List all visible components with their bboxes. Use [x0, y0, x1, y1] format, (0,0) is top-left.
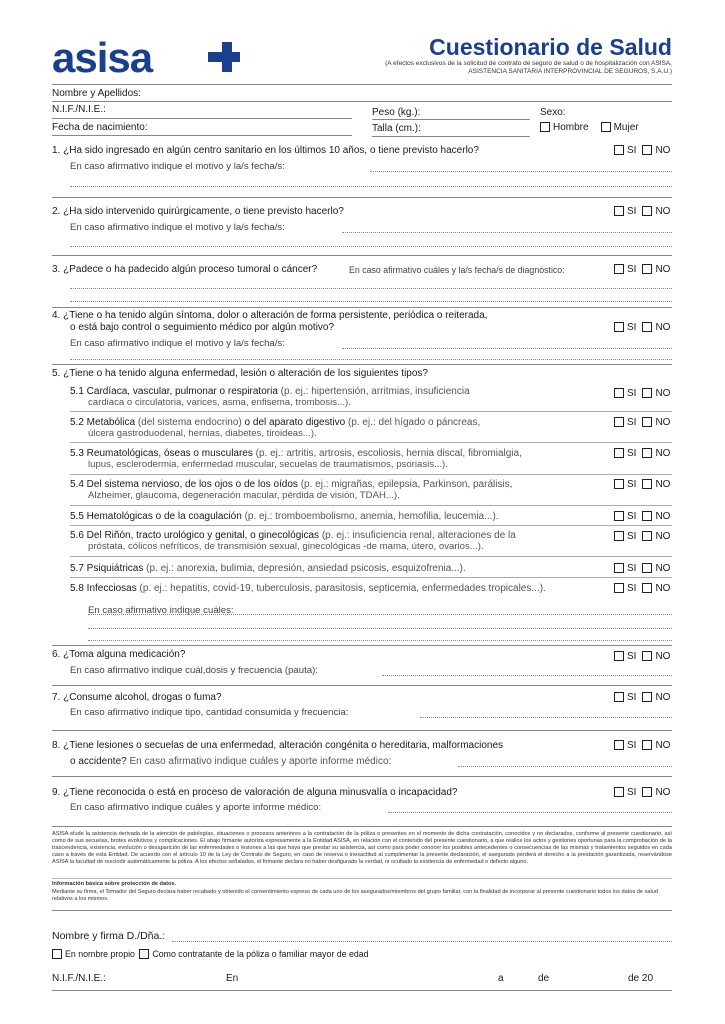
q5-3-text: 5.3 Reumatológicas, óseas o musculares (p. ej.: artritis, artrosis, escoliosis, hernia discal, fibromialgia,: [70, 448, 522, 459]
q5-6-yes-checkbox[interactable]: [614, 531, 624, 541]
q5-6-text: 5.6 Del Riñón, tracto urológico y genital, o ginecológicas (p. ej.: insuficiencia renal, alteraciones de la: [70, 530, 516, 541]
q5-8-text: 5.8 Infecciosas (p. ej.: hepatitis, covid-19, tuberculosis, parasitosis, septicemia, enfermedades tropicales...).: [70, 583, 546, 594]
signature-name-label: Nombre y firma D./Dña.:: [52, 930, 166, 942]
birth-label: Fecha de nacimiento:: [52, 122, 148, 133]
q5-7-text: 5.7 Psiquiátricas (p. ej.: anorexia, bulimia, depresión, ansiedad psicosis, esquizofrenia...).: [70, 563, 466, 574]
male-label: Hombre: [553, 122, 589, 133]
female-checkbox[interactable]: [601, 122, 611, 132]
q6-detail: En caso afirmativo indique cuál,dosis y frecuencia (pauta):: [70, 665, 318, 676]
q4-yes-checkbox[interactable]: [614, 322, 624, 332]
q5-5-text: 5.5 Hematológicas o de la coagulación (p. ej.: tromboembolismo, anemia, hemofilia, leucemia...).: [70, 511, 499, 522]
q1-detail: En caso afirmativo indique el motivo y la/s fecha/s:: [70, 161, 285, 172]
question-4-line-2: o está bajo control o seguimiento médico por algún motivo?: [70, 322, 335, 333]
q5-answer-line[interactable]: [88, 614, 672, 615]
yes-label: SI: [627, 322, 637, 333]
form-subtitle: (A efectos exclusivos de la solicitud de contrato de seguro de salud o de hospitalización con ASISA, ASISTENCIA SANITARIA INTERPROVINCIAL DE SEGUROS, S.A.U.): [385, 60, 672, 75]
yes-label: SI: [627, 145, 637, 156]
data-protection-title: Información básica sobre protección de datos.: [52, 881, 177, 887]
no-label: NO: [655, 322, 671, 333]
asisa-logo: [52, 38, 242, 78]
q5-4-examples: Alzheimer, glaucoma, degeneración macular, pérdida de visión, TDAH...).: [88, 490, 400, 501]
data-protection-text: Mediante su firma, el Tomador del Seguro declara haber recabado y obtenido el consentimiento expreso de cada uno de los asegurados/miembros del grupo familiar, con la finalidad de incorporar al presente cuestionario todos los datos de salud relativos a los mismos.: [52, 889, 658, 902]
q2-answer-line-2[interactable]: [70, 246, 672, 247]
yes-label: SI: [627, 563, 637, 574]
q1-yes-checkbox[interactable]: [614, 145, 624, 155]
q3-no-checkbox[interactable]: [642, 264, 652, 274]
q3-detail: En caso afirmativo cuáles y la/s fecha/s de diagnóstico:: [349, 265, 565, 275]
q5-8-yes-checkbox[interactable]: [614, 583, 624, 593]
yes-label: SI: [627, 388, 637, 399]
weight-label: Peso (kg.):: [372, 107, 421, 118]
q5-1-examples: cardiaca o circulatoria, varices, asma, enfisema, trombosis...).: [88, 397, 351, 408]
question-6: 6. ¿Toma alguna medicación?: [52, 649, 186, 660]
yes-label: SI: [627, 583, 637, 594]
item-divider: [70, 556, 672, 557]
no-label: NO: [655, 651, 671, 662]
yes-label: SI: [627, 531, 637, 542]
no-label: NO: [655, 145, 671, 156]
q5-7-no-checkbox[interactable]: [642, 563, 652, 573]
no-label: NO: [655, 448, 671, 459]
q5-2-examples: úlcera gastroduodenal, hernias, diabetes, tiroideas...).: [88, 428, 317, 439]
q4-no-checkbox[interactable]: [642, 322, 652, 332]
signature-role: [52, 949, 369, 959]
no-label: NO: [655, 531, 671, 542]
item-divider: [70, 411, 672, 412]
question-1: 1. ¿Ha sido ingresado en algún centro sanitario en los últimos 10 años, o tiene previsto hacerlo?: [52, 145, 479, 156]
section-divider: [52, 255, 672, 256]
nif-label: N.I.F./N.I.E.:: [52, 104, 106, 115]
yes-label: SI: [627, 264, 637, 275]
q6-answer-line[interactable]: [382, 675, 672, 676]
month-label: de: [538, 973, 550, 984]
name-field[interactable]: [52, 101, 672, 102]
own-behalf-label: En nombre propio: [65, 949, 135, 959]
weight-field[interactable]: [372, 119, 530, 120]
question-2: 2. ¿Ha sido intervenido quirúrgicamente, o tiene previsto hacerlo?: [52, 206, 344, 217]
q8-answer-line[interactable]: [458, 766, 672, 767]
q7-yes-checkbox[interactable]: [614, 692, 624, 702]
q2-answer-line[interactable]: [342, 232, 672, 233]
year-label: de 20: [628, 973, 654, 984]
q7-no-checkbox[interactable]: [642, 692, 652, 702]
q2-detail: En caso afirmativo indique el motivo y la/s fecha/s:: [70, 222, 285, 233]
question-8-line-1: 8. ¿Tiene lesiones o secuelas de una enfermedad, alteración congénita o hereditaria, malformaciones: [52, 740, 504, 751]
legal-divider: [52, 878, 672, 879]
q5-answer-line-3[interactable]: [88, 640, 672, 641]
section-divider: [52, 364, 672, 365]
nif-field[interactable]: [52, 118, 352, 119]
q1-no-checkbox[interactable]: [642, 145, 652, 155]
q1-answer-line[interactable]: [370, 171, 672, 172]
no-label: NO: [655, 692, 671, 703]
own-behalf-checkbox[interactable]: [52, 949, 62, 959]
q5-1-text: 5.1 Cardíaca, vascular, pulmonar o respiratoria (p. ej.: hipertensión, arritmias, insuficiencia: [70, 386, 470, 397]
item-divider: [70, 577, 672, 578]
q5-2-text: 5.2 Metabólica (del sistema endocrino) o del aparato digestivo (p. ej.: del hígado o páncreas,: [70, 417, 481, 428]
q5-1-yes-checkbox[interactable]: [614, 388, 624, 398]
q5-4-no-checkbox[interactable]: [642, 479, 652, 489]
q9-yes-checkbox[interactable]: [614, 787, 624, 797]
form-title: Cuestionario de Salud: [429, 34, 672, 60]
q5-4-yes-checkbox[interactable]: [614, 479, 624, 489]
q4-answer-line[interactable]: [342, 348, 672, 349]
q5-detail: En caso afirmativo indique cuáles:: [88, 605, 234, 616]
q5-2-no-checkbox[interactable]: [642, 417, 652, 427]
q9-no-checkbox[interactable]: [642, 787, 652, 797]
q5-4-text: 5.4 Del sistema nervioso, de los ojos o de los oídos (p. ej.: migrañas, epilepsia, Parkinson, parálisis,: [70, 479, 513, 490]
item-divider: [70, 474, 672, 475]
yes-label: SI: [627, 417, 637, 428]
q1-answer-line-2[interactable]: [70, 186, 672, 187]
q5-1-no-checkbox[interactable]: [642, 388, 652, 398]
no-label: NO: [655, 787, 671, 798]
height-field[interactable]: [372, 136, 530, 137]
no-label: NO: [655, 264, 671, 275]
female-label: Mujer: [613, 122, 639, 133]
sex-label: Sexo:: [540, 107, 566, 118]
footer-line: [52, 990, 672, 991]
q2-yes-checkbox[interactable]: [614, 206, 624, 216]
q9-answer-line[interactable]: [388, 812, 672, 813]
q7-detail: En caso afirmativo indique tipo, cantidad consumida y frecuencia:: [70, 707, 349, 718]
item-divider: [70, 505, 672, 506]
section-divider: [52, 645, 672, 646]
no-label: NO: [655, 740, 671, 751]
yes-label: SI: [627, 740, 637, 751]
q3-answer-line-2[interactable]: [70, 301, 672, 302]
q8-no-checkbox[interactable]: [642, 740, 652, 750]
yes-label: SI: [627, 511, 637, 522]
q5-5-no-checkbox[interactable]: [642, 511, 652, 521]
question-5: 5. ¿Tiene o ha tenido alguna enfermedad, lesión o alteración de los siguientes tipos?: [52, 368, 428, 379]
question-8-line-2: o accidente? En caso afirmativo indique cuáles y aporte informe médico:: [70, 756, 392, 767]
q9-detail: En caso afirmativo indique cuáles y aporte informe médico:: [70, 802, 322, 813]
section-divider: [52, 685, 672, 686]
q5-6-examples: próstata, cólicos nefríticos, de transmisión sexual, ginecológicas -de mama, útero, ovarios...).: [88, 541, 484, 552]
yes-label: SI: [627, 479, 637, 490]
no-label: NO: [655, 388, 671, 399]
no-label: NO: [655, 479, 671, 490]
legal-disclaimer: ASISA elude la asistencia derivada de la atención de patologías, situaciones o procesos anteriores a la contratación de la póliza o presentes en el momento de dicha contratación, conocidos y no declarados, conforme al presente cuestionario, así como de sus secuelas, brotes evolutivos y complicaciones. El abajo firmante autoriza expresamente a la Entidad ASISA, en relación con el contenido del presente cuestionario, a que realice los actos y gestiones oportunas para la comprobación de la trascendencia, existencia, evolución o desaparición de las enfermedades o lesiones a las que haya que prestar su asistencia, así como para poder conocer los posibles antecedentes o consecuencias de las mismas y tratamientos seguidos en cada caso a través de esta Entidad. De acuerdo con el artículo 10 de la Ley de Contrato de Seguro, en caso de reserva o inexactitud al cumplimentar la presente declaración, el asegurado perderá el derecho a la prestación garantizada, reservándose ASISA la facultad de rescindir automáticamente la póliza. A los efectos señalados, el firmante declara no haber desfigurado la verdad, ni ocultado la existencia de enfermedad o defecto alguno.: [52, 831, 672, 865]
no-label: NO: [655, 563, 671, 574]
question-4-line-1: 4. ¿Tiene o ha tenido algún síntoma, dolor o alteración de forma persistente, periódica o reiterada,: [52, 310, 488, 321]
q6-no-checkbox[interactable]: [642, 651, 652, 661]
section-divider: [52, 776, 672, 777]
section-divider: [52, 730, 672, 731]
q3-yes-checkbox[interactable]: [614, 264, 624, 274]
yes-label: SI: [627, 651, 637, 662]
birth-field[interactable]: [52, 135, 352, 136]
q5-3-yes-checkbox[interactable]: [614, 448, 624, 458]
yes-label: SI: [627, 448, 637, 459]
place-label: En: [226, 973, 239, 984]
q5-2-yes-checkbox[interactable]: [614, 417, 624, 427]
name-label: Nombre y Apellidos:: [52, 88, 141, 99]
section-divider: [52, 910, 672, 911]
q5-6-no-checkbox[interactable]: [642, 531, 652, 541]
no-label: NO: [655, 511, 671, 522]
item-divider: [70, 442, 672, 443]
header-divider: [52, 84, 672, 85]
question-3: 3. ¿Padece o ha padecido algún proceso tumoral o cáncer?: [52, 264, 318, 275]
q3-answer-line[interactable]: [70, 288, 672, 289]
q5-5-yes-checkbox[interactable]: [614, 511, 624, 521]
no-label: NO: [655, 206, 671, 217]
q5-7-yes-checkbox[interactable]: [614, 563, 624, 573]
q5-answer-line-2[interactable]: [88, 628, 672, 629]
question-9: 9. ¿Tiene reconocida o está en proceso de valoración de alguna minusvalía o incapacidad?: [52, 787, 458, 798]
male-checkbox[interactable]: [540, 122, 550, 132]
question-7: 7. ¿Consume alcohol, drogas o fuma?: [52, 692, 222, 703]
signature-name-field[interactable]: [172, 941, 672, 942]
contractor-label: Como contratante de la póliza o familiar mayor de edad: [152, 949, 369, 959]
section-divider: [52, 826, 672, 827]
q5-3-no-checkbox[interactable]: [642, 448, 652, 458]
q5-3-examples: lupus, esclerodermia, enfermedad muscular, secuelas de traumatismos, psoriasis...).: [88, 459, 448, 470]
signature-nif-label: N.I.F./N.I.E.:: [52, 973, 106, 984]
no-label: NO: [655, 583, 671, 594]
q7-answer-line[interactable]: [420, 717, 672, 718]
yes-label: SI: [627, 692, 637, 703]
q8-yes-checkbox[interactable]: [614, 740, 624, 750]
yes-label: SI: [627, 787, 637, 798]
height-label: Talla (cm.):: [372, 123, 421, 134]
day-label: a: [498, 973, 504, 984]
q4-detail: En caso afirmativo indique el motivo y la/s fecha/s:: [70, 338, 285, 349]
yes-label: SI: [627, 206, 637, 217]
section-divider: [52, 307, 672, 308]
q5-8-no-checkbox[interactable]: [642, 583, 652, 593]
svg-text:asisa: asisa: [52, 38, 153, 78]
q2-no-checkbox[interactable]: [642, 206, 652, 216]
no-label: NO: [655, 417, 671, 428]
q4-answer-line-2[interactable]: [70, 359, 672, 360]
contractor-checkbox[interactable]: [139, 949, 149, 959]
item-divider: [70, 525, 672, 526]
q6-yes-checkbox[interactable]: [614, 651, 624, 661]
section-divider: [52, 197, 672, 198]
